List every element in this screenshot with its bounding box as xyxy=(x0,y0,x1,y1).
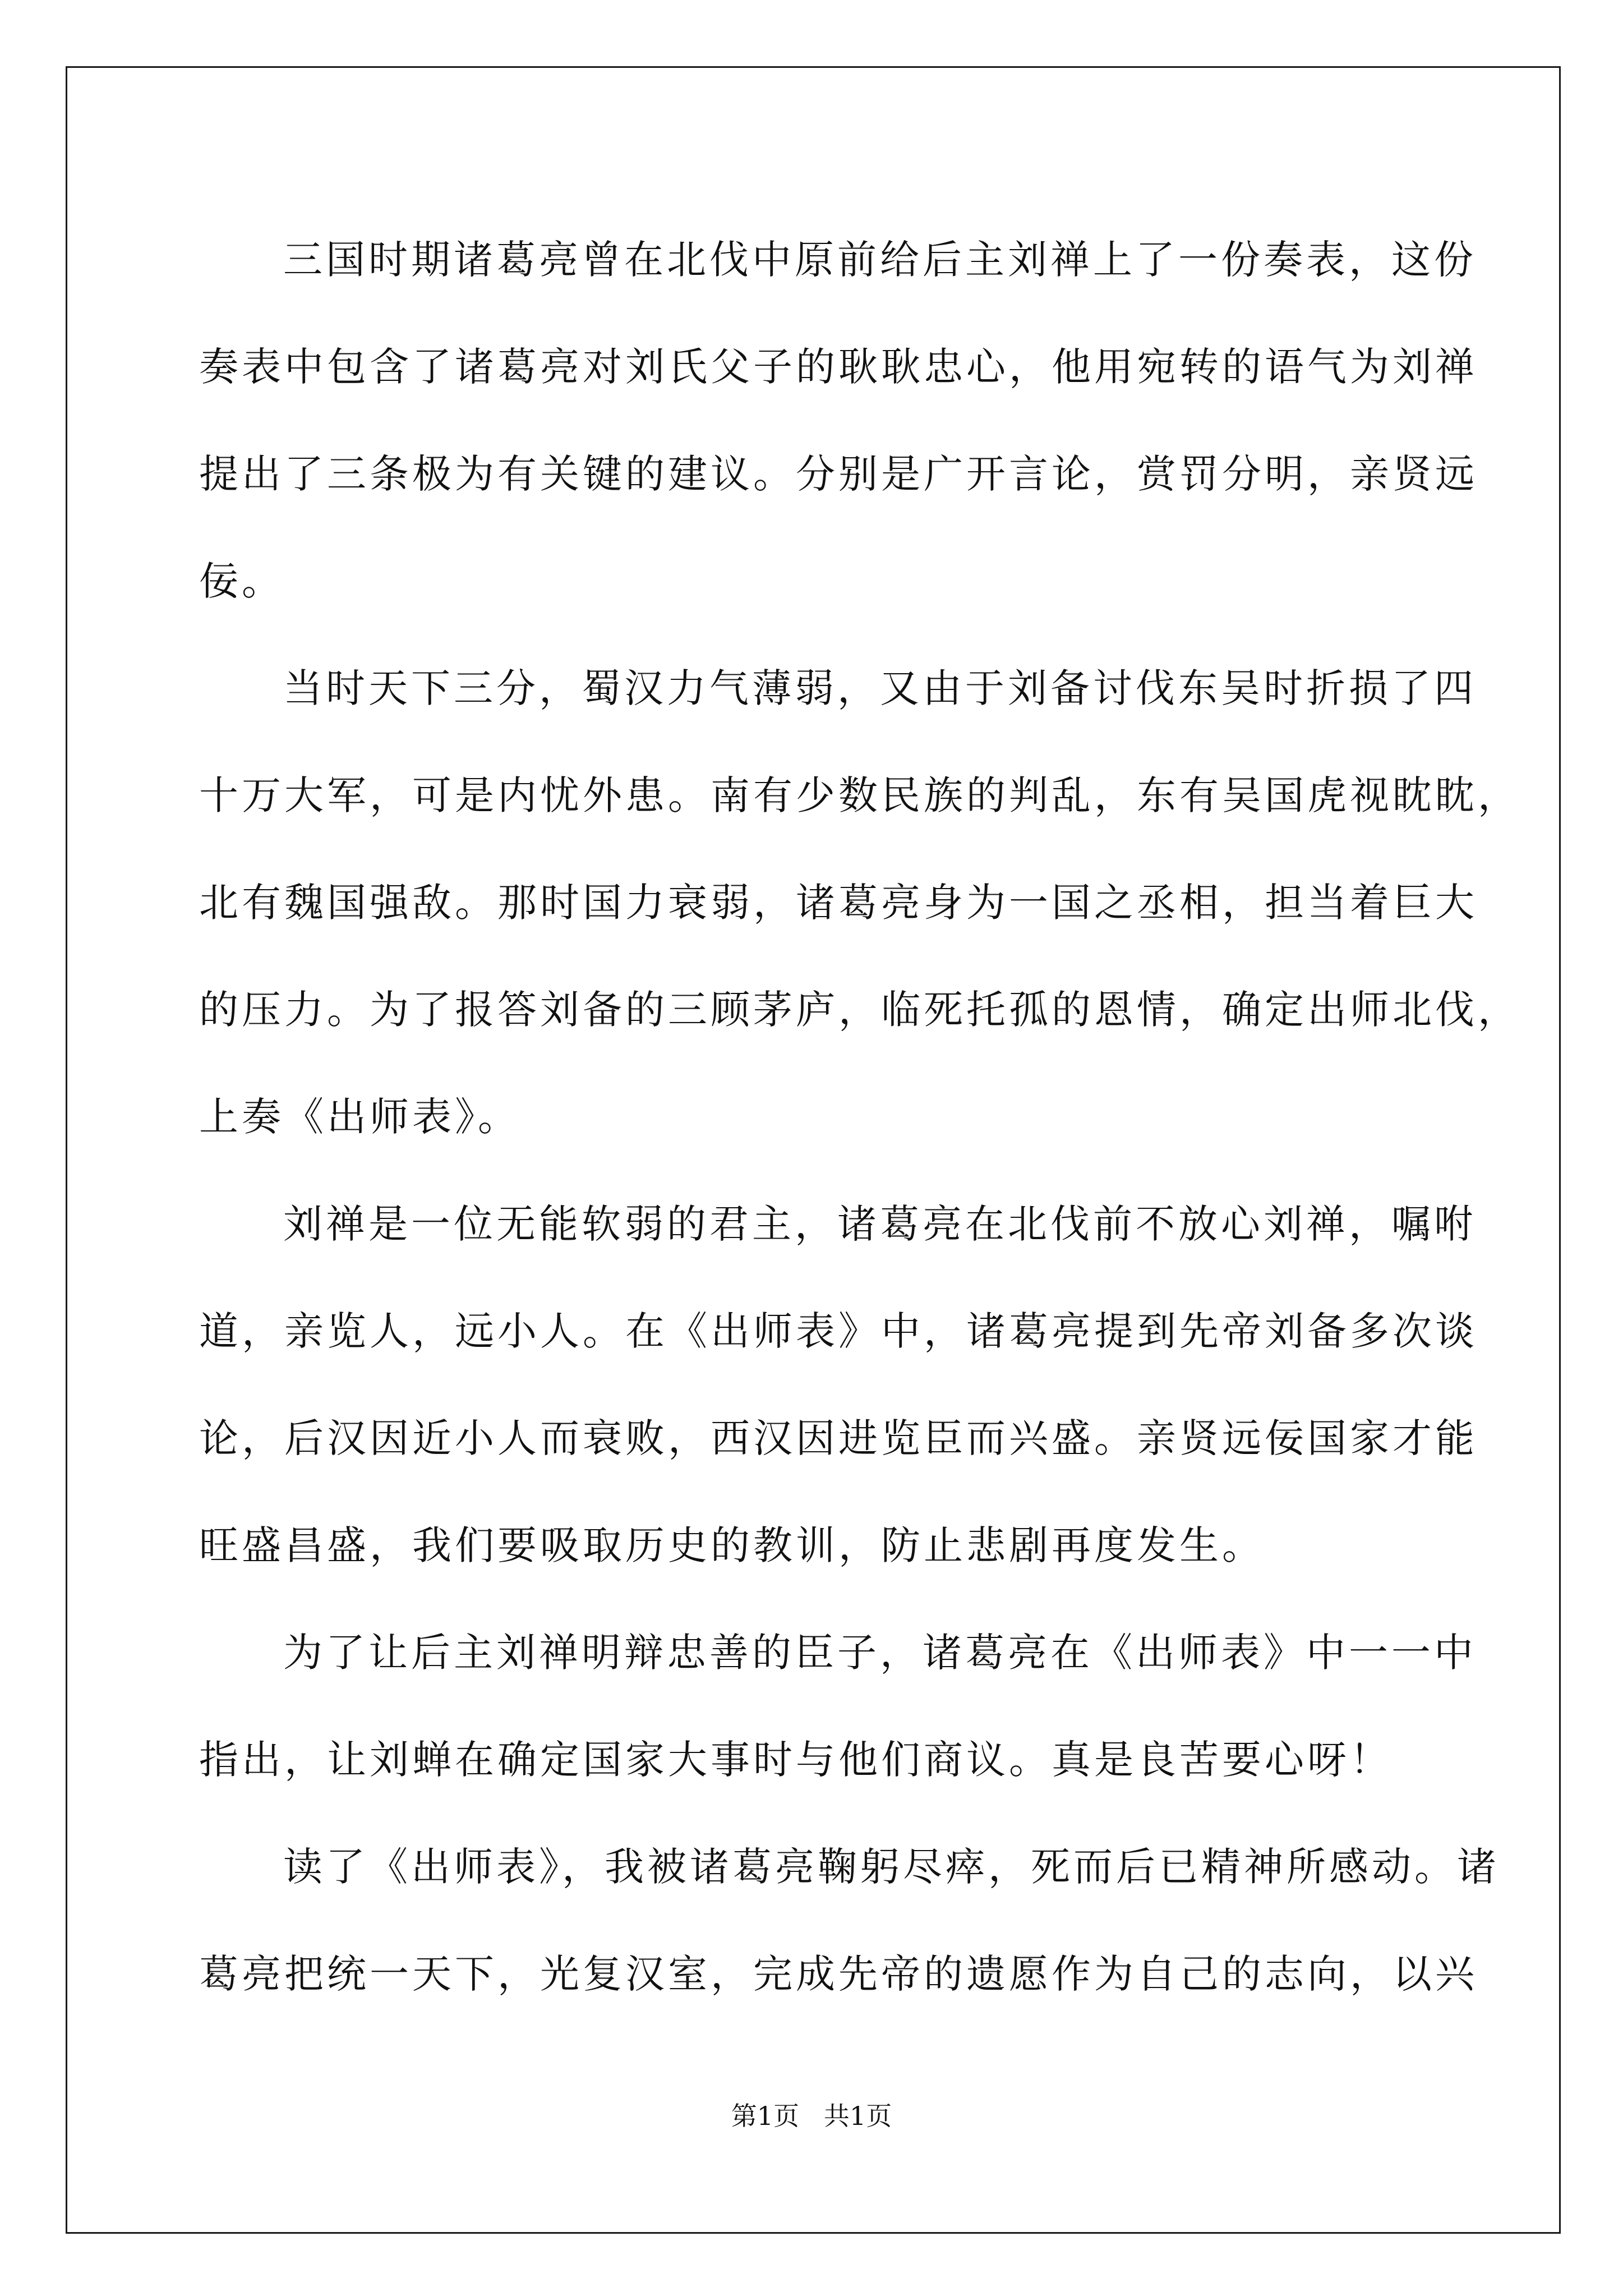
page-footer: 第1页 共1页 xyxy=(731,2101,892,2131)
text-line: 奏表中包含了诸葛亮对刘氏父子的耿耿忠心，他用宛转的语气为刘禅 xyxy=(199,344,1478,390)
text-line: 上奏《出师表》。 xyxy=(199,1094,520,1140)
text-line: 刘禅是一位无能软弱的君主，诸葛亮在北伐前不放心刘禅，嘱咐 xyxy=(283,1201,1477,1247)
text-line: 当时天下三分，蜀汉力气薄弱，又由于刘备讨伐东吴时折损了四 xyxy=(283,665,1477,711)
text-line: 读了《出师表》，我被诸葛亮鞠躬尽瘁，死而后已精神所感动。诸 xyxy=(283,1844,1500,1890)
text-line: 道，亲览人，远小人。在《出师表》中，诸葛亮提到先帝刘备多次谈 xyxy=(199,1308,1478,1354)
paragraph-3 xyxy=(199,1171,1478,1599)
text-line: 三国时期诸葛亮曾在北伐中原前给后主刘禅上了一份奏表，这份 xyxy=(283,237,1477,283)
text-line: 为了让后主刘禅明辩忠善的臣子，诸葛亮在《出师表》中一一中 xyxy=(283,1630,1477,1676)
paragraph-1 xyxy=(199,206,1478,635)
text-line: 葛亮把统一天下，光复汉室，完成先帝的遗愿作为自己的志向，以兴 xyxy=(199,1951,1478,1997)
text-line: 佞。 xyxy=(199,558,284,604)
paragraph-4 xyxy=(199,1599,1477,1814)
text-line: 提出了三条极为有关键的建议。分别是广开言论，赏罚分明，亲贤远 xyxy=(199,451,1478,497)
text-line: 十万大军，可是内忧外患。南有少数民族的判乱，东有吴国虎视眈眈， xyxy=(199,772,1520,818)
text-line: 旺盛昌盛，我们要吸取历史的教训，防止悲剧再度发生。 xyxy=(199,1522,1265,1568)
text-line: 论，后汉因近小人而衰败，西汉因进览臣而兴盛。亲贤远佞国家才能 xyxy=(199,1415,1478,1461)
paragraph-2 xyxy=(199,635,1520,1171)
text-line: 指出，让刘蝉在确定国家大事时与他们商议。真是良苦要心呀！ xyxy=(199,1737,1393,1783)
paragraph-5 xyxy=(199,1814,1500,2028)
document-body xyxy=(199,206,1520,2028)
text-line: 的压力。为了报答刘备的三顾茅庐，临死托孤的恩情，确定出师北伐， xyxy=(199,987,1520,1033)
text-line: 北有魏国强敌。那时国力衰弱，诸葛亮身为一国之丞相，担当着巨大 xyxy=(199,880,1478,926)
